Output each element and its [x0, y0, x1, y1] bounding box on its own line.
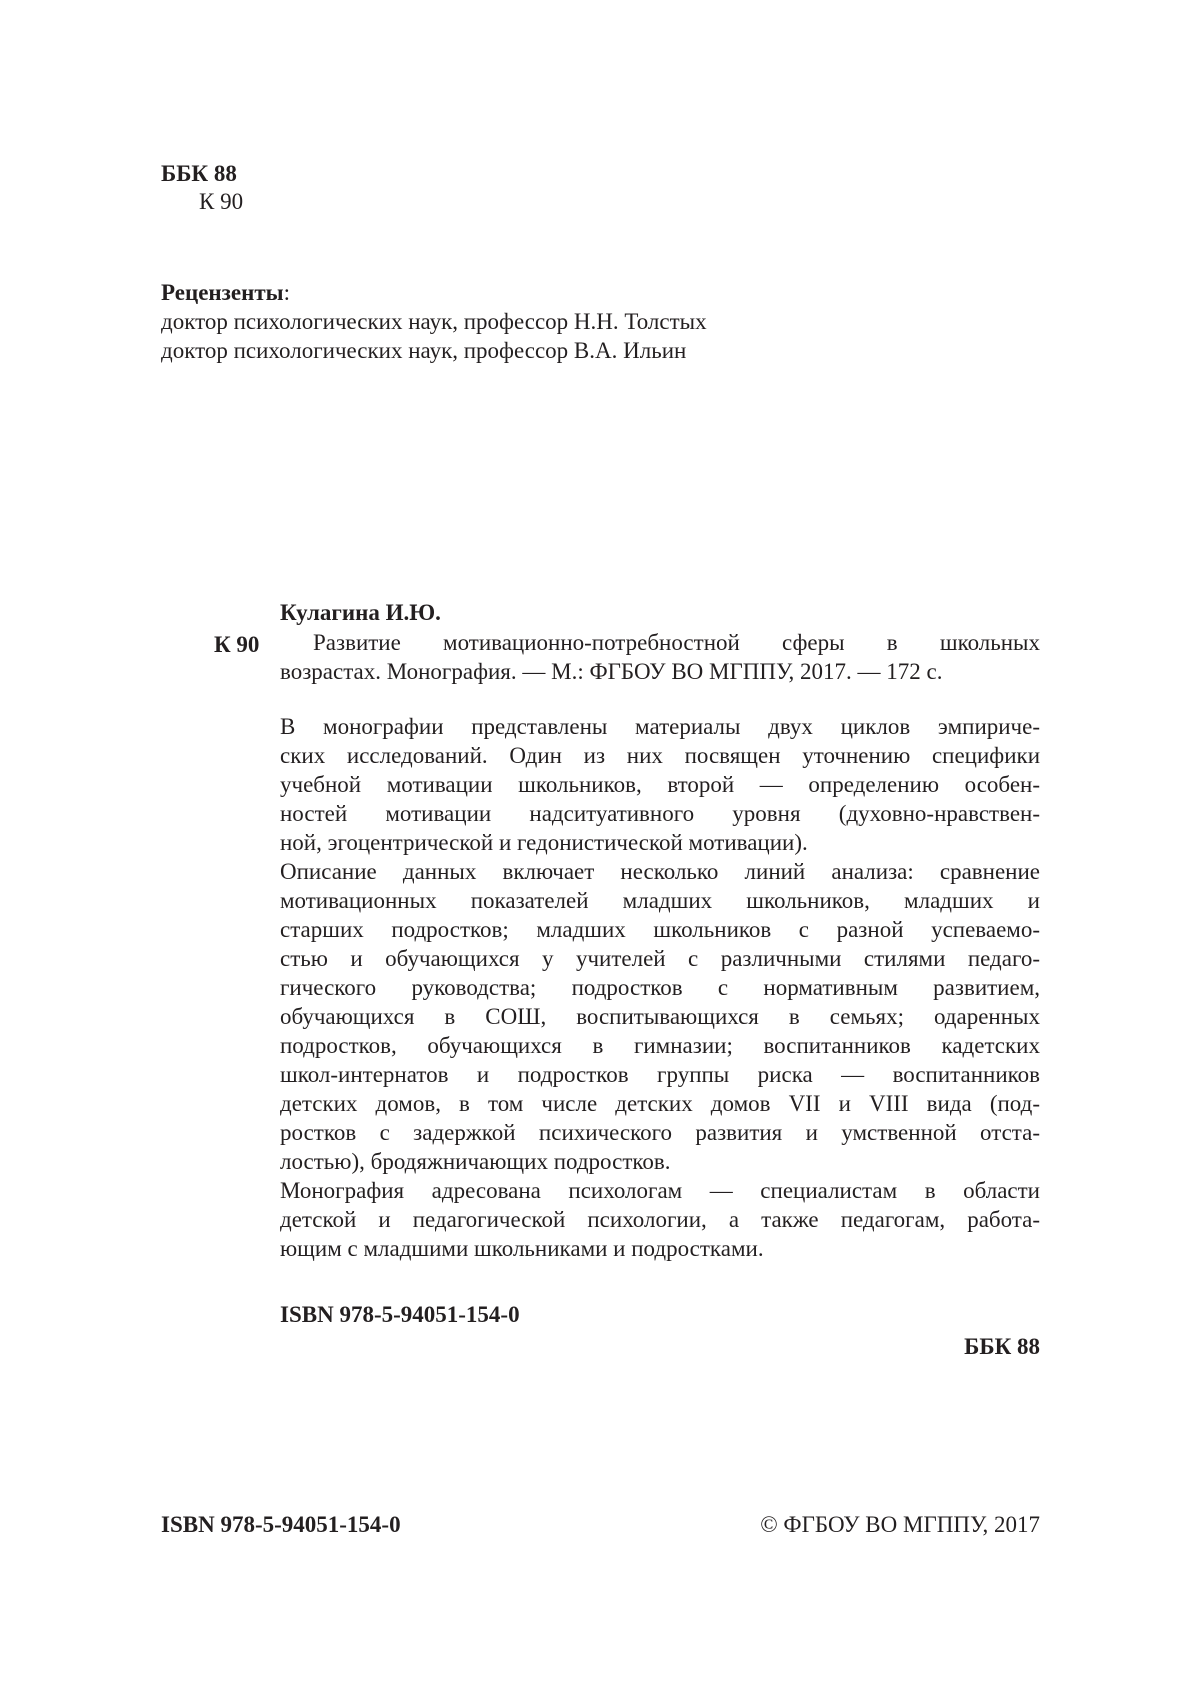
card-author: Кулагина И.Ю. — [280, 600, 441, 625]
annotation-line: ющим с младшими школьниками и подростками. — [280, 1236, 764, 1261]
reviewers-block — [161, 278, 707, 365]
biblio-line-1: Развитие мотивационно-потребностной сферы в школьных — [313, 630, 1040, 655]
biblio-line-2: возрастах. Монография. — М.: ФГБОУ ВО МГППУ, 2017. — 172 с. — [280, 659, 943, 684]
annotation — [280, 712, 1040, 1263]
annotation-paragraph-1 — [280, 712, 1040, 857]
copyright-notice: © ФГБОУ ВО МГППУ, 2017 — [760, 1512, 1040, 1537]
annotation-line: школ-интернатов и подростков группы риска — воспитанников — [280, 1062, 1040, 1087]
reviewers-label: Рецензенты — [161, 280, 284, 305]
annotation-line: ной, эгоцентрической и гедонистической мотивации). — [280, 830, 808, 855]
bbk-classification — [161, 160, 243, 216]
annotation-line: гического руководства; подростков с нормативным развитием, — [280, 975, 1040, 1000]
annotation-paragraph-3 — [280, 1176, 1040, 1263]
imprint-isbn: ISBN 978-5-94051-154-0 — [161, 1512, 401, 1537]
bbk-code: ББК 88 — [161, 161, 237, 186]
reviewer-2: доктор психологических наук, профессор В.А. Ильин — [161, 338, 687, 363]
annotation-paragraph-2 — [280, 857, 1040, 1176]
bibliographic-description — [280, 628, 1040, 686]
annotation-line: детской и педагогической психологии, а также педагогам, работа- — [280, 1207, 1040, 1232]
annotation-line: лостью), бродяжничающих подростков. — [280, 1149, 671, 1174]
annotation-line: детских домов, в том числе детских домов VII и VIII вида (под- — [280, 1091, 1040, 1116]
reviewer-1: доктор психологических наук, профессор Н.Н. Толстых — [161, 309, 707, 334]
annotation-line: стью и обучающихся у учителей с различными стилями педаго- — [280, 946, 1040, 971]
card-bbk: ББК 88 — [964, 1334, 1040, 1359]
annotation-line: мотивационных показателей младших школьников, младших и — [280, 888, 1040, 913]
annotation-line: ностей мотивации надситуативного уровня (духовно-нравствен- — [280, 801, 1040, 826]
annotation-line: В монографии представлены материалы двух циклов эмпириче- — [280, 714, 1040, 739]
card-isbn: ISBN 978-5-94051-154-0 — [280, 1302, 520, 1327]
annotation-line: Описание данных включает несколько линий анализа: сравнение — [280, 859, 1040, 884]
annotation-line: учебной мотивации школьников, второй — определению особен- — [280, 772, 1040, 797]
annotation-line: ских исследований. Один из них посвящен уточнению специфики — [280, 743, 1040, 768]
annotation-line: обучающихся в СОШ, воспитывающихся в семьях; одаренных — [280, 1004, 1040, 1029]
reviewers-colon: : — [283, 280, 291, 305]
annotation-line: ростков с задержкой психического развития и умственной отста- — [280, 1120, 1040, 1145]
annotation-line: подростков, обучающихся в гимназии; воспитанников кадетских — [280, 1033, 1040, 1058]
annotation-line: Монография адресована психологам — специалистам в области — [280, 1178, 1040, 1203]
annotation-line: старших подростков; младших школьников с разной успеваемо- — [280, 917, 1040, 942]
author-mark: К 90 — [199, 189, 244, 214]
card-code: К 90 — [214, 632, 260, 657]
